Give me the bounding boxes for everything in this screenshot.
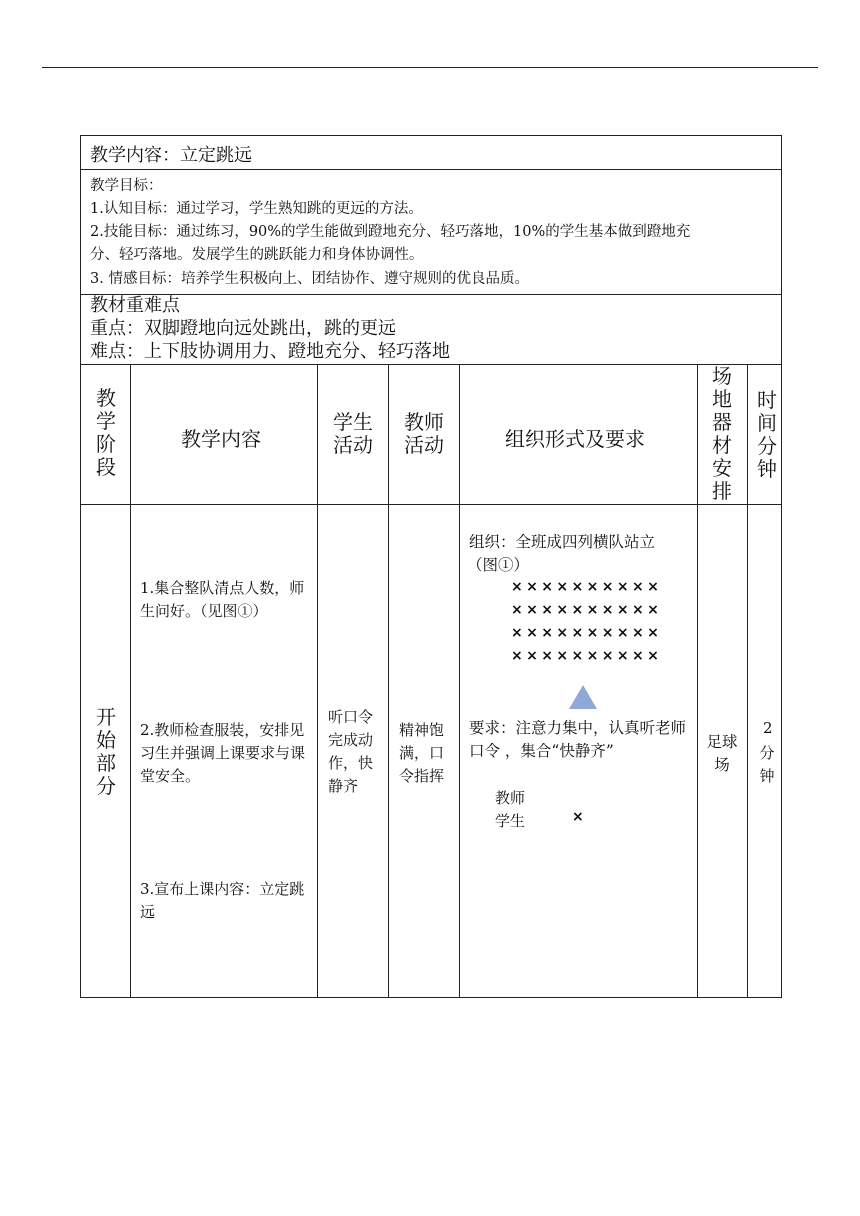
stage-label: 开始部分 <box>96 705 116 798</box>
objective-line-1: 1.认知目标：通过学习，学生熟知跳的更远的方法。 <box>90 201 423 217</box>
time-value: 2 <box>763 719 773 737</box>
difficult-point: 难点：上下肢协调用力、蹬地充分、轻巧落地 <box>90 341 450 362</box>
content-title: 教学内容：立定跳远 <box>90 145 252 166</box>
header-divider <box>81 504 781 505</box>
legend-student-label: 学生 <box>495 812 526 830</box>
legend-student-mark: × <box>572 809 584 825</box>
formation-row: ×××××××××× <box>511 602 663 618</box>
teacher-marker-triangle <box>569 685 597 709</box>
header-student-activity: 学生活动 <box>333 410 373 457</box>
header-organization: 组织形式及要求 <box>505 427 645 451</box>
formation-row: ×××××××××× <box>511 625 663 641</box>
col-divider <box>697 365 698 997</box>
organization-line-1: 组织：全班成四列横队站立 <box>469 533 656 551</box>
col-divider <box>747 365 748 997</box>
header-stage: 教学阶段 <box>96 386 116 479</box>
teacher-activity: 精神饱满，口令指挥 <box>399 721 445 785</box>
lesson-table <box>80 364 782 998</box>
venue-value: 足球场 <box>706 733 738 774</box>
organization-requirement: 要求：注意力集中，认真听老师口令 ，集合“快静齐” <box>469 719 687 760</box>
difficulties-row <box>80 294 782 364</box>
organization-line-2: （图①） <box>467 556 530 574</box>
objectives-row <box>80 169 782 294</box>
objective-line-4: 3. 情感目标：培养学生积极向上、团结协作、遵守规则的优良品质。 <box>90 271 529 287</box>
formation-row: ×××××××××× <box>511 579 663 595</box>
formation-row: ×××××××××× <box>511 648 663 664</box>
header-time: 时间分钟 <box>757 388 777 481</box>
header-teacher-activity: 教师活动 <box>404 410 444 457</box>
header-content: 教学内容 <box>181 427 261 451</box>
col-divider <box>388 365 389 997</box>
student-activity: 听口令完成动作，快静齐 <box>328 708 374 795</box>
time-unit: 分钟 <box>759 744 775 785</box>
difficulties-heading: 教材重难点 <box>90 295 180 316</box>
objective-line-3: 分、轻巧落地。发展学生的跳跃能力和身体协调性。 <box>90 247 424 263</box>
content-item-3: 3.宣布上课内容：立定跳远 <box>140 880 305 921</box>
content-item-1: 1.集合整队清点人数，师生问好。（见图①） <box>140 579 305 620</box>
header-venue: 场地器材安排 <box>712 364 732 503</box>
col-divider <box>459 365 460 997</box>
legend-teacher-label: 教师 <box>495 789 526 807</box>
key-point: 重点：双脚蹬地向远处跳出，跳的更远 <box>90 318 396 339</box>
content-item-2: 2.教师检查服装，安排见习生并强调上课要求与课堂安全。 <box>140 721 306 785</box>
objectives-heading: 教学目标： <box>90 178 163 194</box>
page-header-rule <box>42 67 818 68</box>
content-title-row <box>80 135 782 169</box>
col-divider <box>317 365 318 997</box>
objective-line-2: 2.技能目标：通过练习，90%的学生能做到蹬地充分、轻巧落地，10%的学生基本做到蹬地充 <box>90 224 691 240</box>
col-divider <box>130 365 131 997</box>
